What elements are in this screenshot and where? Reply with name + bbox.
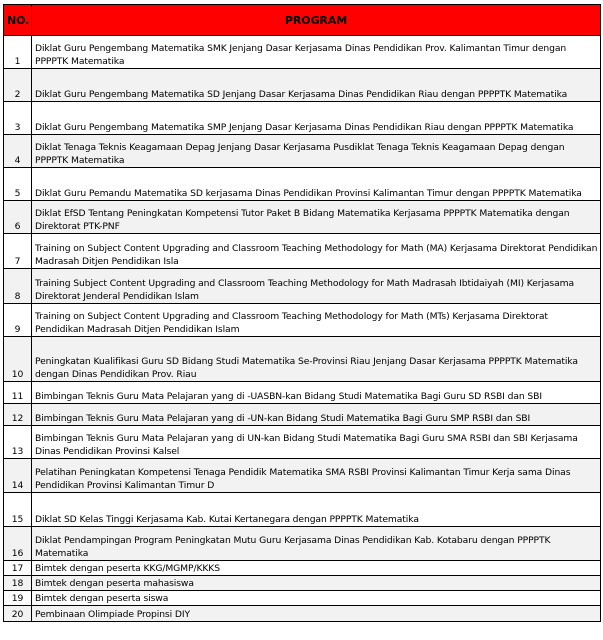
row-number: 2 [4, 69, 32, 102]
table-row [4, 404, 601, 426]
table-row [4, 591, 601, 606]
table-row [4, 234, 601, 269]
row-number: 13 [4, 426, 32, 459]
row-program: Diklat SD Kelas Tinggi Kerjasama Kab. Kutai Kertanegara dengan PPPPTK Matematika [32, 493, 601, 527]
row-program: Diklat Guru Pengembang Matematika SMK Jenjang Dasar Kerjasama Dinas Pendidikan Prov. Kalimantan Timur dengan PPPPTK Matematika [32, 36, 601, 69]
table-row [4, 493, 601, 527]
row-number: 8 [4, 269, 32, 304]
row-program: Training Subject Content Upgrading and Classroom Teaching Methodology for Math Madrasah Ibtidaiyah (MI) Kerjasama Direktorat Jenderal Pendidikan Islam [32, 269, 601, 304]
table-row [4, 135, 601, 168]
row-program: Bimbingan Teknis Guru Mata Pelajaran yang di UN-kan Bidang Studi Matematika Bagi Guru SMA RSBI dan SBI Kerjasama Dinas Pendidikan Provinsi Kalsel [32, 426, 601, 459]
row-program: Diklat Guru Pengembang Matematika SD Jenjang Dasar Kerjasama Dinas Pendidikan Riau dengan PPPPTK Matematika [32, 69, 601, 102]
row-number: 10 [4, 337, 32, 382]
row-number: 11 [4, 382, 32, 404]
table-row [4, 459, 601, 493]
row-program: Diklat Guru Pemandu Matematika SD kerjasama Dinas Pendidikan Provinsi Kalimantan Timur dengan PPPPTK Matematika [32, 168, 601, 201]
row-number: 5 [4, 168, 32, 201]
row-program: Diklat EfSD Tentang Peningkatan Kompetensi Tutor Paket B Bidang Matematika Kerjasama PPPPTK Matematika dengan Direktorat PTK-PNF [32, 201, 601, 234]
table-row [4, 576, 601, 591]
row-number: 20 [4, 606, 32, 622]
row-program: Diklat Pendampingan Program Peningkatan Mutu Guru Kerjasama Dinas Pendidikan Kab. Kotabaru dengan PPPPTK Matematika [32, 527, 601, 561]
table-body [4, 36, 601, 622]
program-table-container [3, 4, 600, 622]
table-row [4, 168, 601, 201]
row-number: 19 [4, 591, 32, 606]
row-number: 6 [4, 201, 32, 234]
row-program: Bimbingan Teknis Guru Mata Pelajaran yang di -UASBN-kan Bidang Studi Matematika Bagi Guru SD RSBI dan SBI [32, 382, 601, 404]
row-number: 9 [4, 304, 32, 337]
row-number: 18 [4, 576, 32, 591]
row-number: 16 [4, 527, 32, 561]
row-number: 7 [4, 234, 32, 269]
table-row [4, 606, 601, 622]
header-program: PROGRAM [32, 5, 601, 36]
row-number: 1 [4, 36, 32, 69]
row-program: Peningkatan Kualifikasi Guru SD Bidang Studi Matematika Se-Provinsi Riau Jenjang Dasar Kerjasama PPPPTK Matematika dengan Dinas Pendidikan Prov. Riau [32, 337, 601, 382]
row-number: 12 [4, 404, 32, 426]
row-program: Training on Subject Content Upgrading and Classroom Teaching Methodology for Math (MA) Kerjasama Direktorat Pendidikan Madrasah Ditjen Pendidikan Isla [32, 234, 601, 269]
table-row [4, 304, 601, 337]
row-program: Bimtek dengan peserta mahasiswa [32, 576, 601, 591]
table-row [4, 36, 601, 69]
row-number: 15 [4, 493, 32, 527]
table-row [4, 561, 601, 576]
row-program: Bimtek dengan peserta siswa [32, 591, 601, 606]
row-number: 14 [4, 459, 32, 493]
program-table [3, 4, 601, 622]
row-number: 4 [4, 135, 32, 168]
row-program: Diklat Guru Pengembang Matematika SMP Jenjang Dasar Kerjasama Dinas Pendidikan Riau dengan PPPPTK Matematika [32, 102, 601, 135]
table-row [4, 102, 601, 135]
table-row [4, 269, 601, 304]
row-program: Pembinaan Olimpiade Propinsi DIY [32, 606, 601, 622]
row-number: 3 [4, 102, 32, 135]
table-header-row [4, 5, 601, 36]
row-program: Training on Subject Content Upgrading and Classroom Teaching Methodology for Math (MTs) Kerjasama Direktorat Pendidikan Madrasah Ditjen Pendidikan Islam [32, 304, 601, 337]
table-row [4, 201, 601, 234]
table-row [4, 527, 601, 561]
header-no: NO. [4, 5, 32, 36]
table-row [4, 69, 601, 102]
row-program: Bimbingan Teknis Guru Mata Pelajaran yang di -UN-kan Bidang Studi Matematika Bagi Guru SMP RSBI dan SBI [32, 404, 601, 426]
row-program: Bimtek dengan peserta KKG/MGMP/KKKS [32, 561, 601, 576]
table-row [4, 382, 601, 404]
row-number: 17 [4, 561, 32, 576]
table-row [4, 426, 601, 459]
table-row [4, 337, 601, 382]
row-program: Pelatihan Peningkatan Kompetensi Tenaga Pendidik Matematika SMA RSBI Provinsi Kalimantan Timur Kerja sama Dinas Pendidikan Provinsi Kalimantan Timur D [32, 459, 601, 493]
row-program: Diklat Tenaga Teknis Keagamaan Depag Jenjang Dasar Kerjasama Pusdiklat Tenaga Teknis Keagamaan Depag dengan PPPPTK Matematika [32, 135, 601, 168]
